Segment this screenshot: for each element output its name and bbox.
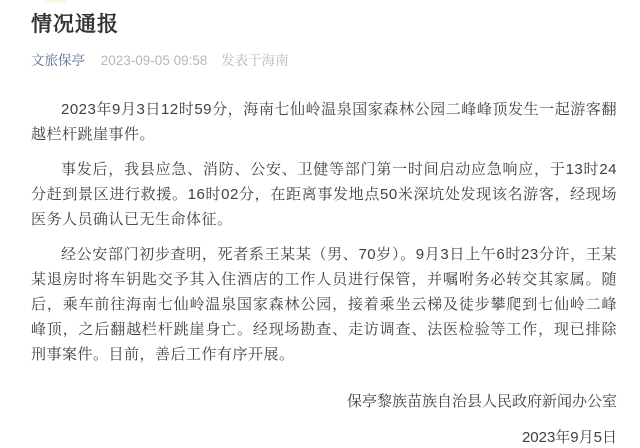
publish-location: 发表于海南: [221, 53, 289, 68]
cropped-element-fragment: [44, 0, 66, 3]
publish-datetime: 2023-09-05 09:58: [100, 53, 208, 68]
article-title: 情况通报: [31, 13, 119, 36]
account-name-link[interactable]: 文旅保亭: [31, 53, 85, 68]
paragraph-investigation: 经公安部门初步查明，死者系王某某（男、70岁）。9月3日上午6时23分许，王某某退房时将车钥匙交予其入住酒店的工作人员进行保管，并嘱咐务必转交其家属。随后，乘车前往海南七仙岭温泉国家森林公园，接着乘坐云梯及徒步攀爬到七仙岭二峰峰顶，之后翻越栏杆跳崖身亡。经现场勘查、走访调查、法医检验等工作，现已排除刑事案件。目前，善后工作有序开展。: [31, 246, 617, 363]
article-body: [31, 97, 617, 367]
issuing-office: 保亭黎族苗族自治县人民政府新闻办公室: [346, 393, 617, 410]
issue-date: 2023年9月5日: [521, 429, 617, 446]
article-meta: [31, 52, 617, 70]
paragraph-incident: 2023年9月3日12时59分，海南七仙岭温泉国家森林公园二峰峰顶发生一起游客翻越栏杆跳崖事件。: [31, 101, 617, 143]
paragraph-response: 事发后，我县应急、消防、公安、卫健等部门第一时间启动应急响应，于13时24分赶到景区进行救援。16时02分，在距离事发地点50米深坑处发现该名游客，经现场医务人员确认已无生命体征。: [31, 161, 617, 228]
